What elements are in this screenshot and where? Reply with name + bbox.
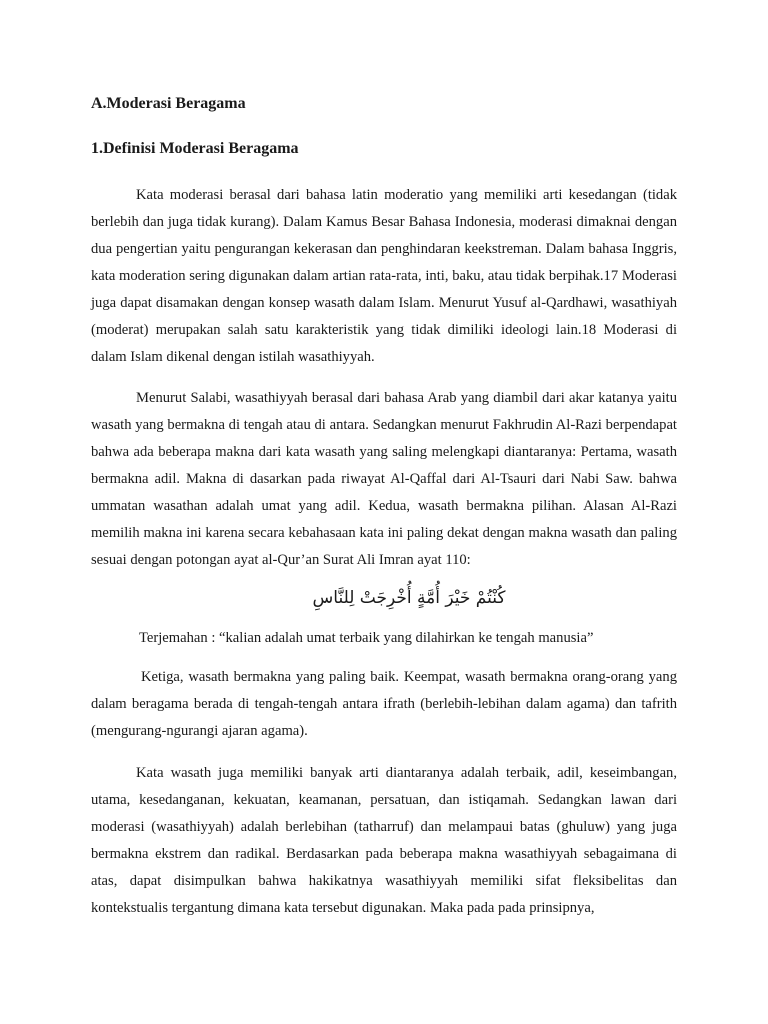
paragraph-clip	[91, 760, 677, 953]
subsection-heading: 1.Definisi Moderasi Beragama	[91, 140, 299, 157]
paragraph-wasath-meanings: Kata wasath juga memiliki banyak arti diantaranya adalah terbaik, adil, keseimbangan, utama, kesedanganan, kekuatan, keamanan, persatuan, dan istiqamah. Sedangkan lawan dari moderasi (wasathiyyah) adalah berlebihan (tatharruf) dan melampaui batas (ghuluw) yang juga bermakna ekstrem dan radikal. Berdasarkan pada beberapa makna wasathiyyah sebagaimana di atas, dapat disimpulkan bahwa hakikatnya wasathiyyah memiliki sifat fleksibelitas dan kontekstualis tergantung dimana kata tersebut digunakan. Maka pada pada prinsipnya,	[91, 765, 677, 916]
section-heading: A.Moderasi Beragama	[91, 95, 246, 112]
arabic-verse: كُنْتُمْ خَيْرَ أُمَّةٍ أُخْرِجَتْ لِلنَّاسِ	[312, 588, 506, 608]
verse-translation: Terjemahan : “kalian adalah umat terbaik yang dilahirkan ke tengah manusia”	[139, 630, 594, 646]
paragraph-salabi: Menurut Salabi, wasathiyyah berasal dari bahasa Arab yang diambil dari akar katanya yaitu wasath yang bermakna di tengah atau di antara. Sedangkan menurut Fakhrudin Al-Razi berpendapat bahwa ada beberapa makna dari kata wasath yang saling melengkapi diantaranya: Pertama, wasath bermakna adil. Makna di dasarkan pada riwayat Al-Qaffal dari Al-Tsauri dari Nabi Saw. bahwa ummatan wasathan adalah umat yang adil. Kedua, wasath bermakna pilihan. Alasan Al-Razi memilih makna ini karena secara kebahasaan kata ini paling dekat dengan makna wasath dan paling sesuai dengan potongan ayat al-Qur’an Surat Ali Imran ayat 110:	[91, 390, 677, 568]
paragraph-definition: Kata moderasi berasal dari bahasa latin moderatio yang memiliki arti kesedangan (tidak berlebih dan juga tidak kurang). Dalam Kamus Besar Bahasa Indonesia, moderasi dimaknai dengan dua pengertian yaitu pengurangan kekerasan dan penghindaran keekstreman. Dalam bahasa Inggris, kata moderation sering digunakan dalam artian rata-rata, inti, baku, atau tidak berpihak.17 Moderasi juga dapat disamakan dengan konsep wasath dalam Islam. Menurut Yusuf al-Qardhawi, wasathiyah (moderat) merupakan salah satu karakteristik yang tidak dimiliki ideologi lain.18 Moderasi di dalam Islam dikenal dengan istilah wasathiyyah.	[91, 187, 677, 365]
paragraph-ketiga: Ketiga, wasath bermakna yang paling baik. Keempat, wasath bermakna orang-orang yang dalam beragama berada di tengah-tengah antara ifrath (berlebih-lebihan dalam agama) dan tafrith (mengurang-ngurangi ajaran agama).	[91, 669, 677, 739]
